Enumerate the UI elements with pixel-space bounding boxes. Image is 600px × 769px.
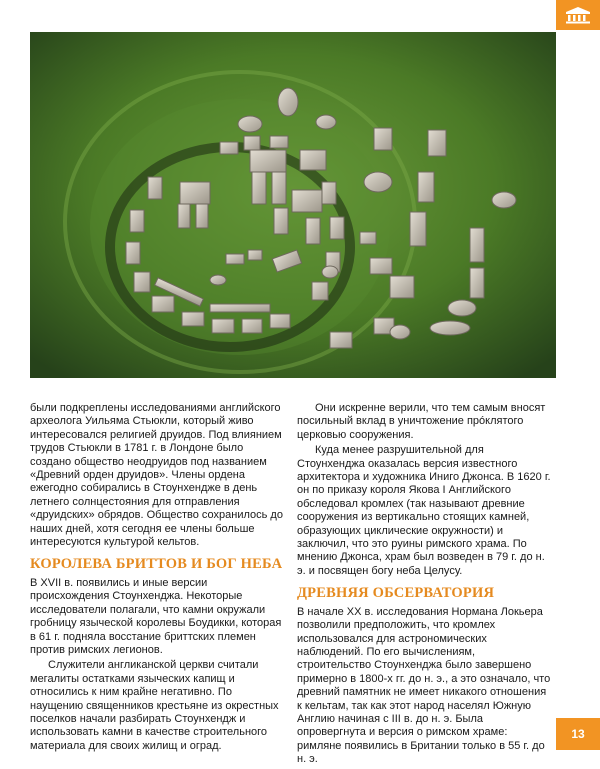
page-number: 13 [556, 718, 600, 750]
stonehenge-illustration [30, 32, 556, 378]
paragraph: Они искренне верили, что тем самым вносят посильный вклад в уничтожение прóклятого церковью сооружения. [297, 402, 546, 441]
paragraph: В XVII в. появились и иные версии происхождения Стоунхенджа. Некоторые исследователи полагали, что камни окружали гробницу языческой королевы Боудикки, которая в 61 г. подняла восстание бриттских племен против римских легионов. [30, 576, 282, 656]
temple-icon [564, 6, 592, 24]
paragraph: В начале XX в. исследования Нормана Локьера позволили предположить, что кромлех использовался для астрономических наблюдений. По его вычислениям, строительство Стоунхенджа было завершено примерно в 1800-х гг. до н. э., а это означало, что древний памятник не имеет никакого отношения к кельтам, так как этот народ населял Южную Англию начиная с III в. до н. э. Была опровергнута и версия о римском храме: римляне появились в Британии только в 55 г. до н. э. [297, 605, 551, 766]
left-column [30, 402, 285, 755]
section-heading: ДРЕВНЯЯ ОБСЕРВАТОРИЯ [297, 585, 495, 602]
paragraph: Служители англиканской церкви считали мегалиты остатками языческих капищ и относились к ним крайне негативно. По наущению священников крестьяне из окрестных поселков начали разбирать Стоунхендж и использовать камни в качестве строительного материала для своих жилищ и оград. [30, 659, 279, 752]
stonehenge-aerial-photo [30, 32, 556, 378]
right-column [297, 402, 552, 769]
paragraph: были подкреплены исследованиями английского археолога Уильяма Стьюкли, который живо интересовался религией друидов. Под влиянием трудов Стьюкли в 1781 г. в Лондоне было создано общество неодруидов под названием «Древний орден друидов». Члены ордена ежегодно собирались в Стоунхендже в день летнего солнцестояния для отправления «друидских» обрядов. Общество сохранилось до наших дней, хотя сегодня ее члены больше интересуются культурой кельтов. [30, 402, 283, 549]
paragraph: Куда менее разрушительной для Стоунхенджа оказалась версия известного архитектора и художника Иниго Джонса. В 1620 г. он по приказу короля Якова I Английского обследовал кромлех (так называют древние сооружения из вертикально стоящих камней, образующих циклические окружности) и заключил, что это руины римского храма. По мнению Джонса, храм был возведен в 79 г. до н. э. и посвящен богу неба Целусу. [297, 444, 551, 577]
section-heading: КОРОЛЕВА БРИТТОВ И БОГ НЕБА [30, 556, 283, 573]
section-badge [556, 0, 600, 30]
